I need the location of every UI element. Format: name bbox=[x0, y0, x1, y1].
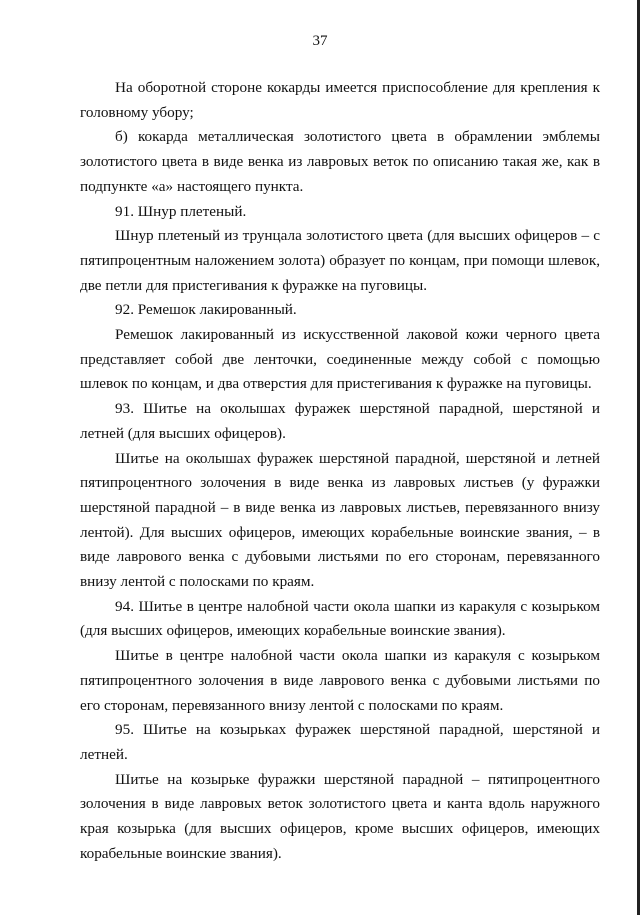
page-number: 37 bbox=[312, 33, 328, 49]
section-heading-92: 92. Ремешок лакированный. bbox=[115, 301, 297, 319]
section-heading-94: 94. Шитье в центре налобной части окола шапки из каракуля с козырьком (для высших офицеров, имеющих корабельные воинские звания). bbox=[80, 597, 600, 640]
document-body bbox=[80, 76, 600, 867]
section-heading-93: 93. Шитье на околышах фуражек шерстяной парадной, шерстяной и летней (для высших офицеров). bbox=[80, 400, 600, 442]
section-heading-95: 95. Шитье на козырьках фуражек шерстяной парадной, шерстяной и летней. bbox=[80, 721, 600, 763]
paragraph-cockade-back: На оборотной стороне кокарды имеется приспособление для крепления к головному убору; bbox=[80, 79, 600, 121]
paragraph-lacquered-strap: Ремешок лакированный из искусственной лаковой кожи черного цвета представляет собой две ленточки, соединенные между собой с помощью шлевок по концам, и два отверстия для пристегивания к фуражке на пуговицы. bbox=[80, 326, 600, 393]
paragraph-band-embroidery: Шитье на околышах фуражек шерстяной парадной, шерстяной и летней пятипроцентного золочения в виде венка из лавровых листьев (у фуражки шерстяной парадной – в виде венка из лавровых листьев, перевязанного внизу лентой). Для высших офицеров, имеющих корабельные воинские звания, – в виде лаврового венка с дубовыми листьями по его сторонам, перевязанного внизу лентой с полосками по краям. bbox=[80, 449, 600, 591]
section-heading-91: 91. Шнур плетеный. bbox=[115, 202, 247, 220]
paragraph-cockade-metal: б) кокарда металлическая золотистого цвета в обрамлении эмблемы золотистого цвета в виде венка из лавровых веток по описанию такая же, как в подпункте «а» настоящего пункта. bbox=[80, 128, 600, 195]
paragraph-braided-cord: Шнур плетеный из трунцала золотистого цвета (для высших офицеров – с пятипроцентным наложением золота) образует по концам, при помощи шлевок, две петли для пристегивания к фуражке на пуговицы. bbox=[80, 227, 600, 294]
paragraph-visor-embroidery: Шитье на козырьке фуражки шерстяной парадной – пятипроцентного золочения в виде лавровых веток золотистого цвета и канта вдоль наружного края козырька (для высших офицеров, кроме высших офицеров, имеющих корабельные воинские звания). bbox=[80, 770, 600, 862]
paragraph-hat-embroidery: Шитье в центре налобной части окола шапки из каракуля с козырьком пятипроцентного золочения в виде лаврового венка с дубовыми листьями по его сторонам, перевязанного внизу лентой с полосками по краям. bbox=[80, 647, 600, 714]
